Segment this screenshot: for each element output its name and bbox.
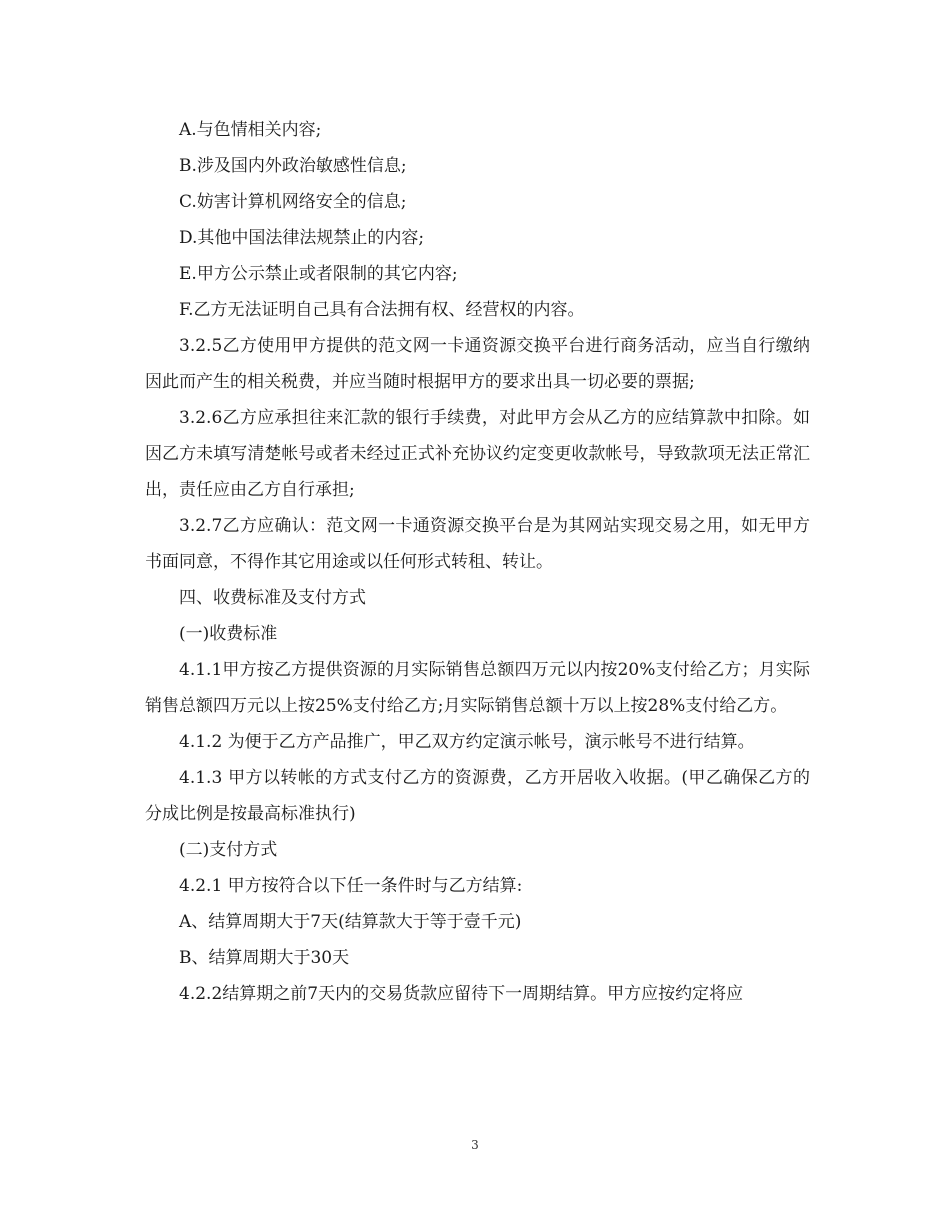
paragraph-3-2-5: 3.2.5乙方使用甲方提供的范文网一卡通资源交换平台进行商务活动，应当自行缴纳因此而产生的相关税费，并应当随时根据甲方的要求出具一切必要的票据; <box>145 336 810 392</box>
paragraph-e: E.甲方公示禁止或者限制的其它内容; <box>179 264 458 284</box>
paragraph-4-2-2: 4.2.2结算期之前7天内的交易货款应留待下一周期结算。甲方应按约定将应 <box>179 984 744 1004</box>
page-number: 3 <box>471 1138 479 1152</box>
paragraph-3-2-6: 3.2.6乙方应承担往来汇款的银行手续费，对此甲方会从乙方的应结算款中扣除。如因乙方未填写清楚帐号或者未经过正式补充协议约定变更收款帐号，导致款项无法正常汇出，责任应由乙方自行承担; <box>145 408 810 500</box>
subheading-payment-method: (二)支付方式 <box>179 840 278 860</box>
paragraph-a: A.与色情相关内容; <box>179 120 322 140</box>
paragraph-4-1-3: 4.1.3 甲方以转帐的方式支付乙方的资源费，乙方开居收入收据。(甲乙确保乙方的分成比例是按最高标准执行) <box>145 768 810 824</box>
paragraph-c: C.妨害计算机网络安全的信息; <box>179 192 407 212</box>
paragraph-4-1-1: 4.1.1甲方按乙方提供资源的月实际销售总额四万元以内按20%支付给乙方；月实际销售总额四万元以上按25%支付给乙方;月实际销售总额十万以上按28%支付给乙方。 <box>145 660 810 716</box>
paragraph-d: D.其他中国法律法规禁止的内容; <box>179 228 425 248</box>
paragraph-option-b: B、结算周期大于30天 <box>179 948 350 968</box>
paragraph-option-a: A、结算周期大于7天(结算款大于等于壹千元) <box>179 912 522 932</box>
paragraph-b: B.涉及国内外政治敏感性信息; <box>179 156 407 176</box>
document-body <box>145 112 810 1012</box>
paragraph-3-2-7: 3.2.7乙方应确认：范文网一卡通资源交换平台是为其网站实现交易之用，如无甲方书面同意，不得作其它用途或以任何形式转租、转让。 <box>145 516 810 572</box>
paragraph-f: F.乙方无法证明自己具有合法拥有权、经营权的内容。 <box>179 300 585 320</box>
subheading-fee-standard: (一)收费标准 <box>179 624 278 644</box>
paragraph-4-2-1: 4.2.1 甲方按符合以下任一条件时与乙方结算: <box>179 876 523 896</box>
paragraph-4-1-2: 4.1.2 为便于乙方产品推广，甲乙双方约定演示帐号，演示帐号不进行结算。 <box>179 732 755 752</box>
section-heading-fees: 四、收费标准及支付方式 <box>179 588 366 608</box>
